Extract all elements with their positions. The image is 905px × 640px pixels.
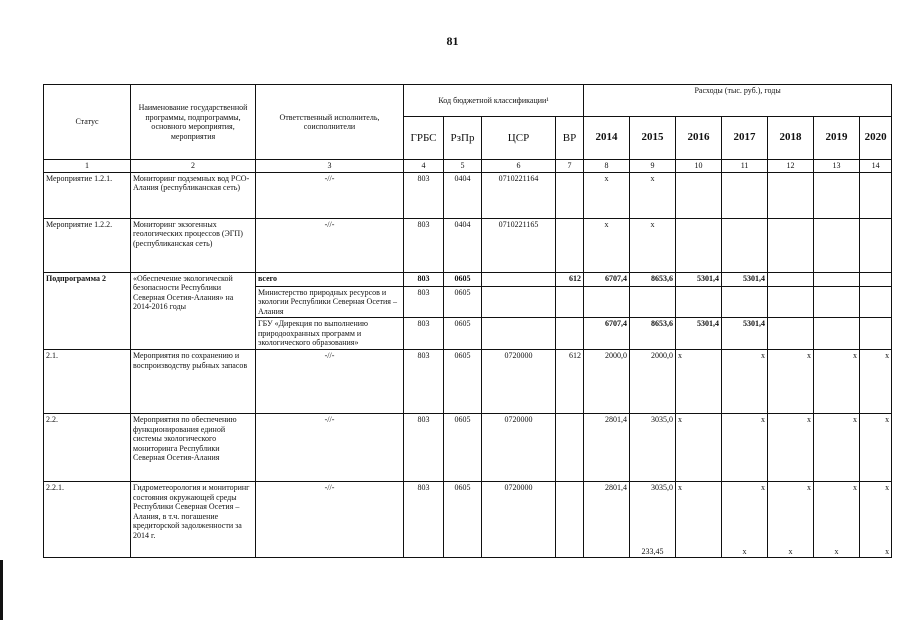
budget-table [43,84,892,558]
row-2020 [860,318,892,350]
table-row [44,172,892,218]
row-rzpr: 0605 [444,272,482,286]
column-number: 5 [444,160,482,173]
row-name: Мероприятия по обеспечению функционирования единой системы экологического мониторинга Республики Северная Осетия-Алания [131,414,256,482]
column-number: 11 [722,160,768,173]
row-2017: 5301,4 [722,318,768,350]
row-status: Мероприятие 1.2.1. [44,172,131,218]
row-grbs: 803 [404,286,444,318]
header-name: Наименование государственной программы, подпрограммы, основного мероприятия, мероприятия [131,85,256,160]
row-2019 [814,172,860,218]
row-grbs: 803 [404,272,444,286]
row-2018 [768,172,814,218]
row-2020: х [860,350,892,414]
row-grbs: 803 [404,318,444,350]
row-rzpr: 0605 [444,286,482,318]
row-executor: -//- [256,482,404,558]
header-year-2014: 2014 [584,117,630,160]
row-name: Гидрометеорология и мониторинг состояния окружающей среды Республики Северная Осетия – Алания, в т.ч. погашение кредиторской задолженности за 2014 г. [131,482,256,558]
table-row [44,218,892,272]
row-status: 2.2.1. [44,482,131,558]
row-2017-second-value: х [742,546,747,556]
row-2015-second-value: 233,45 [641,546,664,556]
row-2016: 5301,4 [676,272,722,286]
header-status: Статус [44,85,131,160]
row-vr: 612 [556,350,584,414]
row-name: Мероприятия по сохранению и воспроизводству рыбных запасов [131,350,256,414]
row-rzpr: 0605 [444,482,482,558]
row-executor: -//- [256,172,404,218]
row-2020-second-value: х [885,546,890,556]
row-2015 [630,286,676,318]
row-rzpr: 0605 [444,414,482,482]
row-rzpr: 0404 [444,172,482,218]
row-2020 [860,482,892,558]
row-csr [482,272,556,286]
header-year-2019: 2019 [814,117,860,160]
column-number: 3 [256,160,404,173]
row-2014: 6707,4 [584,272,630,286]
row-2017: 5301,4 [722,272,768,286]
column-number: 2 [131,160,256,173]
column-number: 10 [676,160,722,173]
row-2020 [860,172,892,218]
row-2019-value: х [853,483,858,492]
row-status: Подпрограмма 2 [44,272,131,350]
row-2019 [814,272,860,286]
row-csr [482,286,556,318]
row-rzpr: 0404 [444,218,482,272]
row-grbs: 803 [404,218,444,272]
row-2018-value: х [807,483,812,492]
row-2019 [814,482,860,558]
row-vr [556,172,584,218]
row-executor: всего [256,272,404,286]
scan-edge-mark [0,560,3,620]
row-2018 [768,482,814,558]
header-rzpr: РзПр [444,117,482,160]
row-2017-value: х [761,483,766,492]
row-vr [556,318,584,350]
table-row [44,350,892,414]
column-number: 7 [556,160,584,173]
row-executor: -//- [256,414,404,482]
row-executor: -//- [256,350,404,414]
table-row [44,272,892,286]
row-rzpr: 0605 [444,318,482,350]
row-2014: 2801,4 [584,482,630,558]
row-status: 2.1. [44,350,131,414]
row-2018 [768,286,814,318]
row-2016: х [676,482,722,558]
header-year-2020: 2020 [860,117,892,160]
header-vr: ВР [556,117,584,160]
row-2017 [722,218,768,272]
row-executor: -//- [256,218,404,272]
row-2017: х [722,414,768,482]
row-vr [556,482,584,558]
header-year-2016: 2016 [676,117,722,160]
row-2018: х [768,414,814,482]
header-year-2017: 2017 [722,117,768,160]
table-row [44,414,892,482]
row-csr: 0720000 [482,414,556,482]
column-number: 8 [584,160,630,173]
column-number: 6 [482,160,556,173]
column-number: 14 [860,160,892,173]
row-2014: 2801,4 [584,414,630,482]
row-csr: 0720000 [482,350,556,414]
row-vr: 612 [556,272,584,286]
row-2014: х [584,172,630,218]
header-grbs: ГРБС [404,117,444,160]
header-csr: ЦСР [482,117,556,160]
header-year-2015: 2015 [630,117,676,160]
row-2019-second-value: х [834,546,839,556]
row-2016: х [676,350,722,414]
row-2016 [676,218,722,272]
column-number: 9 [630,160,676,173]
row-status: 2.2. [44,414,131,482]
row-2019: х [814,350,860,414]
row-2016: х [676,414,722,482]
row-2017 [722,172,768,218]
row-2018 [768,318,814,350]
row-status: Мероприятие 1.2.2. [44,218,131,272]
row-2017: х [722,350,768,414]
row-2015-value: 3035,0 [651,483,674,492]
column-number: 12 [768,160,814,173]
row-csr: 0710221164 [482,172,556,218]
row-name: «Обеспечение экологической безопасности Республики Северная Осетия-Алания» на 2014-2016 годы [131,272,256,350]
row-rzpr: 0605 [444,350,482,414]
row-2017 [722,286,768,318]
row-2015: х [630,218,676,272]
row-2020 [860,272,892,286]
column-number: 4 [404,160,444,173]
row-2015: 8653,6 [630,272,676,286]
row-grbs: 803 [404,350,444,414]
row-2019 [814,318,860,350]
header-expenses: Расходы (тыс. руб.), годы [584,85,892,117]
row-2015: х [630,172,676,218]
row-2019 [814,218,860,272]
page-number: 81 [446,34,459,48]
row-2014 [584,286,630,318]
header-executor: Ответственный исполнитель, соисполнители [256,85,404,160]
row-grbs: 803 [404,414,444,482]
row-2020 [860,218,892,272]
row-csr: 0710221165 [482,218,556,272]
header-kbk: Код бюджетной классификации¹ [404,85,584,117]
row-2015 [630,482,676,558]
column-number: 13 [814,160,860,173]
row-csr [482,318,556,350]
row-2018 [768,218,814,272]
row-2016 [676,286,722,318]
row-vr [556,286,584,318]
row-2019 [814,286,860,318]
row-name: Мониторинг экзогенных геологических процессов (ЭГП) (республиканская сеть) [131,218,256,272]
row-2020 [860,286,892,318]
row-2015: 3035,0 [630,414,676,482]
column-number: 1 [44,160,131,173]
row-2016: 5301,4 [676,318,722,350]
header-year-2018: 2018 [768,117,814,160]
row-2018 [768,272,814,286]
row-2019: х [814,414,860,482]
row-2016 [676,172,722,218]
table-row [44,482,892,558]
row-2020: х [860,414,892,482]
row-2017 [722,482,768,558]
row-2015: 8653,6 [630,318,676,350]
row-2018: х [768,350,814,414]
row-grbs: 803 [404,172,444,218]
row-grbs: 803 [404,482,444,558]
row-2015: 2000,0 [630,350,676,414]
row-executor: ГБУ «Дирекция по выполнению природоохранных программ и экологического образования» [256,318,404,350]
row-2014: х [584,218,630,272]
row-name: Мониторинг подземных вод РСО-Алания (республиканская сеть) [131,172,256,218]
row-2020-value: х [885,483,890,492]
row-2014: 6707,4 [584,318,630,350]
row-vr [556,414,584,482]
row-2014: 2000,0 [584,350,630,414]
row-executor: Министерство природных ресурсов и экологии Республики Северная Осетия – Алания [256,286,404,318]
row-csr: 0720000 [482,482,556,558]
row-vr [556,218,584,272]
column-number-row [44,160,892,173]
row-2018-second-value: х [788,546,793,556]
